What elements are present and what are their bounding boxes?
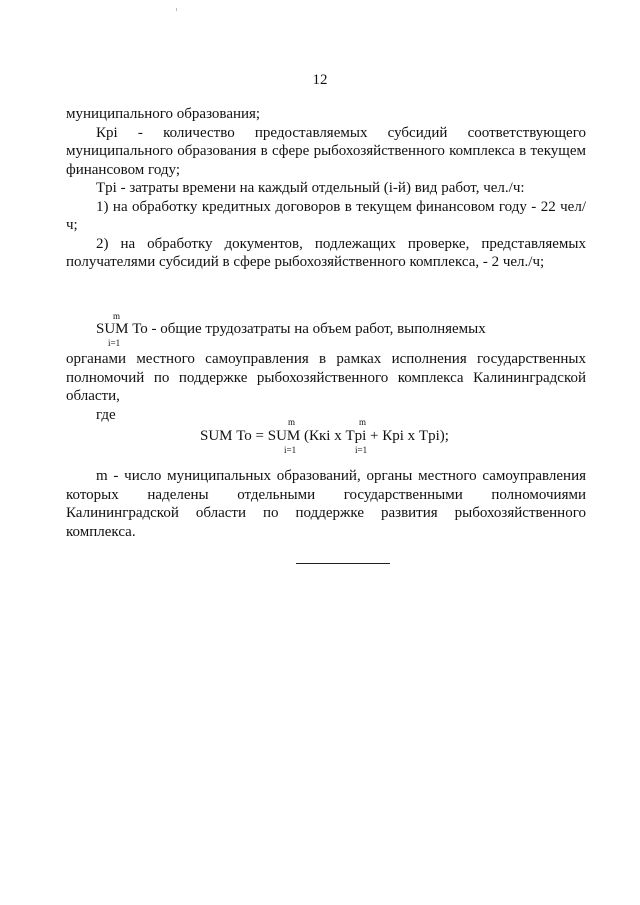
sum-lower-limit: i=1 bbox=[108, 338, 121, 348]
sum-definition-continuation bbox=[66, 350, 586, 424]
paragraph-tpi: Тpi - затраты времени на каждый отдельный (i-й) вид работ, чел./ч: bbox=[96, 180, 525, 196]
scan-mark bbox=[176, 8, 177, 11]
page-number: 12 bbox=[312, 72, 328, 88]
body-text-bottom bbox=[66, 467, 586, 541]
formula-lower-limit-2: i=1 bbox=[355, 445, 368, 455]
paragraph-kpi: Кpi - количество предоставляемых субсидий соответствующего муниципального образования в сфере рыбохозяйственного комплекса в текущем финансовом году; bbox=[66, 124, 586, 178]
paragraph-1: муниципального образования; bbox=[66, 106, 261, 122]
sum-definition-line: SUM То - общие трудозатраты на объем работ, выполняемых bbox=[96, 321, 486, 337]
body-text-top bbox=[66, 105, 586, 272]
paragraph-where: где bbox=[96, 406, 116, 423]
formula-upper-limit-2: m bbox=[359, 417, 367, 427]
formula: SUM То = SUM (Ккi х Тpi + Кpi х Тpi); bbox=[200, 428, 449, 444]
paragraph-item-2: 2) на обработку документов, подлежащих проверке, представляемых получателями субсидий в сфере рыбохозяйственного комплекса, - 2 чел./ч; bbox=[66, 235, 586, 270]
sum-upper-limit: m bbox=[113, 311, 121, 321]
paragraph-organs: органами местного самоуправления в рамках исполнения государственных полномочий по поддержке рыбохозяйственного комплекса Калининградской области, bbox=[66, 351, 586, 404]
closing-rule bbox=[296, 563, 390, 564]
paragraph-item-1: 1) на обработку кредитных договоров в текущем финансовом году - 22 чел/ч; bbox=[66, 198, 586, 233]
formula-upper-limit-1: m bbox=[288, 417, 296, 427]
paragraph-m-definition: m - число муниципальных образований, органы местного самоуправления которых наделены отдельными государственными полномочиями Калининградской области по поддержке развития рыбохозяйственного комплекса. bbox=[66, 468, 586, 540]
formula-lower-limit-1: i=1 bbox=[284, 445, 297, 455]
